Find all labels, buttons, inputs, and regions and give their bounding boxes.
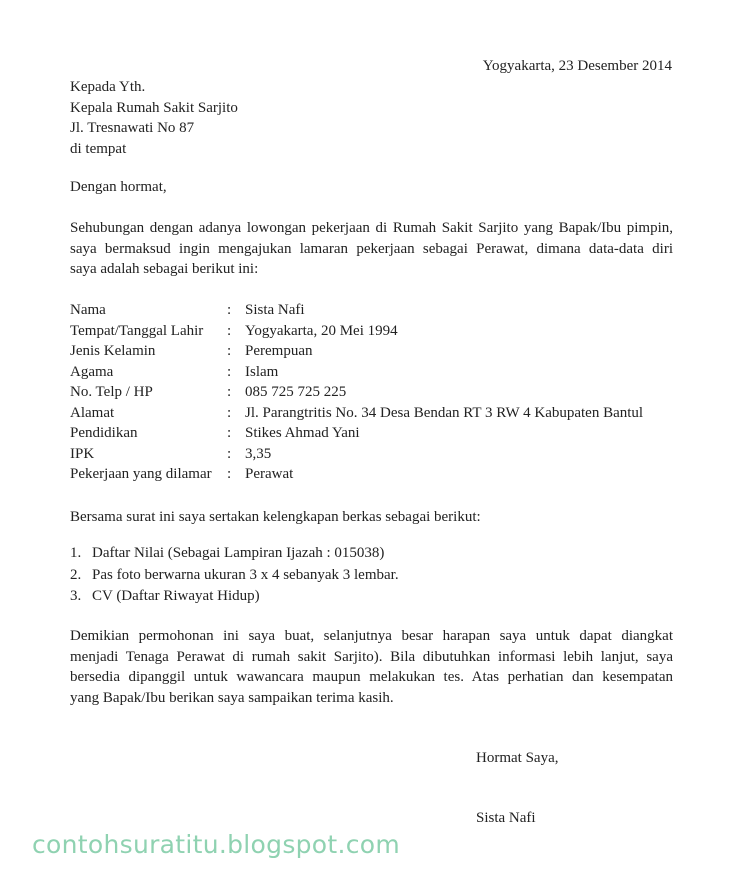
intro-line: Sehubungan dengan adanya lowongan pekerjaan di Rumah Sakit Sarjito yang Bapak/Ibu pimpin, xyxy=(70,220,673,236)
list-item xyxy=(70,586,673,608)
data-value: Perempuan xyxy=(245,343,313,359)
data-row xyxy=(70,321,673,342)
data-separator: : xyxy=(227,343,232,359)
intro-line: saya bermaksud ingin mengajukan lamaran pekerjaan sebagai Perawat, dimana data-data diri xyxy=(70,240,673,257)
data-value: Sista Nafi xyxy=(245,302,305,318)
data-separator: : xyxy=(227,363,232,380)
data-value: Jl. Parangtritis No. 34 Desa Bendan RT 3 RW 4 Kabupaten Bantul xyxy=(245,404,644,421)
list-item xyxy=(70,543,673,565)
greeting: Dengan hormat, xyxy=(70,179,167,195)
attachments-list xyxy=(70,543,673,608)
data-row xyxy=(70,464,673,485)
data-separator: : xyxy=(227,445,232,462)
data-value: 085 725 725 225 xyxy=(245,384,347,400)
attachments-intro: Bersama surat ini saya sertakan kelengkapan berkas sebagai berikut: xyxy=(70,509,481,525)
data-separator: : xyxy=(227,302,232,318)
list-item xyxy=(70,565,673,587)
recipient-line: di tempat xyxy=(70,140,127,157)
data-label: Jenis Kelamin xyxy=(70,343,156,359)
signer-name: Sista Nafi xyxy=(476,810,536,826)
list-text: Pas foto berwarna ukuran 3 x 4 sebanyak 3 lembar. xyxy=(92,566,399,583)
data-row xyxy=(70,362,673,383)
data-separator: : xyxy=(227,404,232,421)
data-value: Stikes Ahmad Yani xyxy=(245,425,360,441)
data-label: Nama xyxy=(70,302,106,318)
sign-off: Hormat Saya, xyxy=(476,750,559,766)
intro-line: saya adalah sebagai berikut ini: xyxy=(70,261,259,277)
data-label: Pendidikan xyxy=(70,425,138,441)
closing-paragraph xyxy=(70,626,673,708)
data-row xyxy=(70,423,673,444)
data-value: Perawat xyxy=(245,466,294,482)
data-label: Pekerjaan yang dilamar xyxy=(70,466,212,482)
data-label: Alamat xyxy=(70,404,115,421)
data-label: Agama xyxy=(70,363,114,380)
recipient-line: Kepada Yth. xyxy=(70,79,146,95)
data-row xyxy=(70,300,673,321)
list-number: 1. xyxy=(70,545,82,561)
data-value: 3,35 xyxy=(245,445,272,462)
data-row xyxy=(70,444,673,465)
data-row xyxy=(70,382,673,403)
list-number: 3. xyxy=(70,588,82,604)
data-separator: : xyxy=(227,425,232,441)
data-label: IPK xyxy=(70,445,95,462)
list-number: 2. xyxy=(70,566,82,583)
recipient-line: Jl. Tresnawati No 87 xyxy=(70,120,195,136)
watermark-text: contohsuratitu.blogspot.com xyxy=(32,830,401,859)
closing-line: menjadi Tenaga Perawat di rumah sakit Sarjito). Bila dibutuhkan informasi lebih lanjut, saya xyxy=(70,648,673,665)
closing-line: yang Bapak/Ibu berikan saya sampaikan terima kasih. xyxy=(70,689,394,706)
letter-date: Yogyakarta, 23 Desember 2014 xyxy=(482,58,672,74)
data-row xyxy=(70,403,673,424)
intro-paragraph xyxy=(70,218,673,280)
recipient-line: Kepala Rumah Sakit Sarjito xyxy=(70,99,238,116)
data-value: Islam xyxy=(245,363,279,380)
recipient-address xyxy=(70,77,673,159)
data-label: Tempat/Tanggal Lahir xyxy=(70,322,204,339)
closing-line: bersedia dipanggil untuk wawancara maupun melakukan tes. Atas perhatian dan kesempatan xyxy=(70,669,673,685)
data-separator: : xyxy=(227,466,232,482)
data-label: No. Telp / HP xyxy=(70,384,153,400)
list-text: Daftar Nilai (Sebagai Lampiran Ijazah : 015038) xyxy=(92,545,385,561)
data-separator: : xyxy=(227,384,232,400)
data-separator: : xyxy=(227,322,232,339)
data-value: Yogyakarta, 20 Mei 1994 xyxy=(245,322,398,339)
closing-line: Demikian permohonan ini saya buat, selanjutnya besar harapan saya untuk dapat diangkat xyxy=(70,628,673,644)
personal-data-table xyxy=(70,300,673,485)
list-text: CV (Daftar Riwayat Hidup) xyxy=(92,588,260,604)
data-row xyxy=(70,341,673,362)
